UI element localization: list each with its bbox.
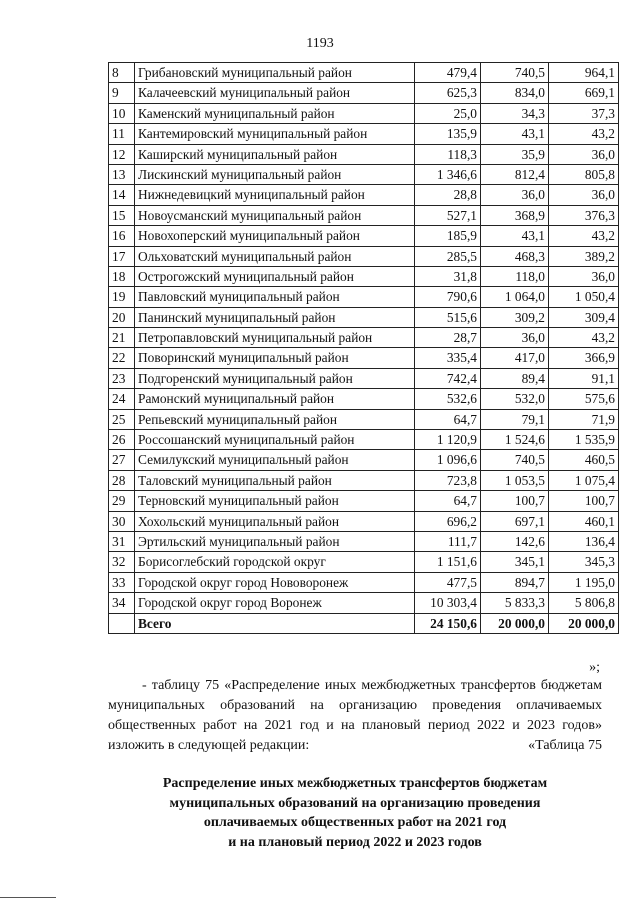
- row-number: 15: [109, 205, 135, 225]
- municipality-name: Панинский муниципальный район: [135, 307, 415, 327]
- value-2022: 34,3: [481, 103, 549, 123]
- table-row: [109, 307, 619, 327]
- row-number: 20: [109, 307, 135, 327]
- value-2023: 964,1: [549, 63, 619, 83]
- value-2022: 1 064,0: [481, 287, 549, 307]
- value-2021: 64,7: [415, 491, 481, 511]
- value-2021: 111,7: [415, 531, 481, 551]
- value-2021: 135,9: [415, 124, 481, 144]
- row-number: 32: [109, 552, 135, 572]
- value-2022: 36,0: [481, 328, 549, 348]
- row-number: 29: [109, 491, 135, 511]
- section-title: [100, 774, 610, 852]
- municipality-name: Городской округ город Нововоронеж: [135, 572, 415, 592]
- value-2021: 790,6: [415, 287, 481, 307]
- table-row: [109, 164, 619, 184]
- value-2023: 1 050,4: [549, 287, 619, 307]
- table-row: [109, 572, 619, 592]
- value-2023: 37,3: [549, 103, 619, 123]
- table-row: [109, 389, 619, 409]
- municipality-name: Новоусманский муниципальный район: [135, 205, 415, 225]
- row-number: 10: [109, 103, 135, 123]
- row-number: 16: [109, 226, 135, 246]
- value-2023: 5 806,8: [549, 593, 619, 613]
- municipality-name: Репьевский муниципальный район: [135, 409, 415, 429]
- value-2021: 527,1: [415, 205, 481, 225]
- municipality-name: Семилукский муниципальный район: [135, 450, 415, 470]
- value-2022: 43,1: [481, 226, 549, 246]
- section-title-line: Распределение иных межбюджетных трансфертов бюджетам: [162, 776, 548, 791]
- value-2021: 118,3: [415, 144, 481, 164]
- municipality-name: Борисоглебский городской округ: [135, 552, 415, 572]
- value-2022: 35,9: [481, 144, 549, 164]
- value-2023: 460,1: [549, 511, 619, 531]
- municipality-name: Россошанский муниципальный район: [135, 430, 415, 450]
- value-2023: 100,7: [549, 491, 619, 511]
- table-row: [109, 409, 619, 429]
- row-number: 33: [109, 572, 135, 592]
- value-2022: 5 833,3: [481, 593, 549, 613]
- value-2023: 805,8: [549, 164, 619, 184]
- row-number: 11: [109, 124, 135, 144]
- table-row: [109, 531, 619, 551]
- section-title-line: оплачиваемых общественных работ на 2021 год: [203, 815, 507, 830]
- table-row: [109, 368, 619, 388]
- municipality-name: Городской округ город Воронеж: [135, 593, 415, 613]
- row-number: 21: [109, 328, 135, 348]
- municipality-name: Грибановский муниципальный район: [135, 63, 415, 83]
- value-2023: 389,2: [549, 246, 619, 266]
- table-row: [109, 205, 619, 225]
- row-number: 27: [109, 450, 135, 470]
- municipality-name: Таловский муниципальный район: [135, 470, 415, 490]
- value-2021: 532,6: [415, 389, 481, 409]
- value-2021: 1 120,9: [415, 430, 481, 450]
- municipality-name: Подгоренский муниципальный район: [135, 368, 415, 388]
- municipality-name: Эртильский муниципальный район: [135, 531, 415, 551]
- value-2022: 20 000,0: [481, 613, 549, 633]
- value-2021: 64,7: [415, 409, 481, 429]
- value-2022: 345,1: [481, 552, 549, 572]
- value-2022: 812,4: [481, 164, 549, 184]
- row-number: 12: [109, 144, 135, 164]
- value-2023: 309,4: [549, 307, 619, 327]
- table-row: [109, 511, 619, 531]
- municipality-name: Нижнедевицкий муниципальный район: [135, 185, 415, 205]
- municipality-name: Хохольский муниципальный район: [135, 511, 415, 531]
- table-row: [109, 328, 619, 348]
- value-2021: 723,8: [415, 470, 481, 490]
- municipality-name: Острогожский муниципальный район: [135, 266, 415, 286]
- table-row: [109, 103, 619, 123]
- value-2022: 368,9: [481, 205, 549, 225]
- row-number: 18: [109, 266, 135, 286]
- table-row: [109, 63, 619, 83]
- row-number: [109, 613, 135, 633]
- row-number: 23: [109, 368, 135, 388]
- table-row: [109, 491, 619, 511]
- table-row: [109, 144, 619, 164]
- value-2023: 36,0: [549, 144, 619, 164]
- value-2021: 25,0: [415, 103, 481, 123]
- table-row: [109, 124, 619, 144]
- row-number: 30: [109, 511, 135, 531]
- municipality-name: Лискинский муниципальный район: [135, 164, 415, 184]
- value-2023: 1 075,4: [549, 470, 619, 490]
- value-2021: 515,6: [415, 307, 481, 327]
- table-row: [109, 593, 619, 613]
- value-2022: 36,0: [481, 185, 549, 205]
- value-2022: 1 053,5: [481, 470, 549, 490]
- closing-quote: »;: [589, 660, 600, 675]
- value-2022: 740,5: [481, 63, 549, 83]
- value-2022: 43,1: [481, 124, 549, 144]
- value-2023: 36,0: [549, 185, 619, 205]
- row-number: 14: [109, 185, 135, 205]
- value-2023: 20 000,0: [549, 613, 619, 633]
- municipality-name: Павловский муниципальный район: [135, 287, 415, 307]
- value-2022: 532,0: [481, 389, 549, 409]
- municipality-name: Кантемировский муниципальный район: [135, 124, 415, 144]
- value-2023: 460,5: [549, 450, 619, 470]
- value-2021: 696,2: [415, 511, 481, 531]
- row-number: 28: [109, 470, 135, 490]
- municipality-name: Ольховатский муниципальный район: [135, 246, 415, 266]
- value-2023: 376,3: [549, 205, 619, 225]
- municipality-name: Новохоперский муниципальный район: [135, 226, 415, 246]
- value-2021: 1 151,6: [415, 552, 481, 572]
- value-2021: 335,4: [415, 348, 481, 368]
- row-number: 22: [109, 348, 135, 368]
- value-2022: 118,0: [481, 266, 549, 286]
- row-number: 26: [109, 430, 135, 450]
- table-row: [109, 470, 619, 490]
- value-2023: 136,4: [549, 531, 619, 551]
- row-number: 17: [109, 246, 135, 266]
- value-2023: 43,2: [549, 124, 619, 144]
- row-number: 31: [109, 531, 135, 551]
- row-number: 9: [109, 83, 135, 103]
- value-2022: 309,2: [481, 307, 549, 327]
- value-2021: 742,4: [415, 368, 481, 388]
- table-body: [109, 63, 619, 634]
- value-2022: 417,0: [481, 348, 549, 368]
- value-2021: 28,8: [415, 185, 481, 205]
- value-2023: 669,1: [549, 83, 619, 103]
- value-2023: 1 535,9: [549, 430, 619, 450]
- municipality-name: Петропавловский муниципальный район: [135, 328, 415, 348]
- value-2022: 468,3: [481, 246, 549, 266]
- value-2022: 1 524,6: [481, 430, 549, 450]
- value-2023: 43,2: [549, 226, 619, 246]
- next-table-caption: «Таблица 75: [528, 738, 602, 753]
- table-row: [109, 348, 619, 368]
- value-2023: 366,9: [549, 348, 619, 368]
- row-number: 8: [109, 63, 135, 83]
- value-2023: 345,3: [549, 552, 619, 572]
- value-2023: 1 195,0: [549, 572, 619, 592]
- value-2022: 697,1: [481, 511, 549, 531]
- total-row: [109, 613, 619, 633]
- value-2021: 28,7: [415, 328, 481, 348]
- value-2021: 10 303,4: [415, 593, 481, 613]
- value-2023: 36,0: [549, 266, 619, 286]
- value-2021: 477,5: [415, 572, 481, 592]
- municipality-name: Каширский муниципальный район: [135, 144, 415, 164]
- row-number: 13: [109, 164, 135, 184]
- value-2023: 71,9: [549, 409, 619, 429]
- value-2021: 24 150,6: [415, 613, 481, 633]
- municipality-name: Терновский муниципальный район: [135, 491, 415, 511]
- table-row: [109, 185, 619, 205]
- municipality-name: Поворинский муниципальный район: [135, 348, 415, 368]
- table-row: [109, 450, 619, 470]
- value-2021: 1 096,6: [415, 450, 481, 470]
- table-row: [109, 430, 619, 450]
- municipality-name: Рамонский муниципальный район: [135, 389, 415, 409]
- value-2021: 285,5: [415, 246, 481, 266]
- value-2022: 740,5: [481, 450, 549, 470]
- value-2022: 100,7: [481, 491, 549, 511]
- value-2022: 89,4: [481, 368, 549, 388]
- page-number: 1193: [306, 36, 334, 51]
- value-2022: 834,0: [481, 83, 549, 103]
- value-2021: 185,9: [415, 226, 481, 246]
- value-2021: 625,3: [415, 83, 481, 103]
- table-row: [109, 83, 619, 103]
- municipality-name: Калачеевский муниципальный район: [135, 83, 415, 103]
- footer-rule: [0, 897, 56, 898]
- row-number: 25: [109, 409, 135, 429]
- value-2022: 142,6: [481, 531, 549, 551]
- value-2021: 1 346,6: [415, 164, 481, 184]
- value-2023: 43,2: [549, 328, 619, 348]
- value-2021: 479,4: [415, 63, 481, 83]
- value-2022: 79,1: [481, 409, 549, 429]
- section-title-line: и на плановый период 2022 и 2023 годов: [228, 834, 482, 850]
- value-2023: 91,1: [549, 368, 619, 388]
- table-row: [109, 287, 619, 307]
- amendment-paragraph: - таблицу 75 «Распределение иных межбюджетных трансфертов бюджетам муниципальных образований на организацию проведения оплачиваемых общественных работ на 2021 год и на плановый период 2022 и 2023 годов» изложить в следующей редакции:: [108, 678, 602, 753]
- row-number: 34: [109, 593, 135, 613]
- row-number: 19: [109, 287, 135, 307]
- section-title-line: муниципальных образований на организацию проведения: [169, 795, 541, 811]
- table-row: [109, 226, 619, 246]
- municipality-name: Каменский муниципальный район: [135, 103, 415, 123]
- value-2023: 575,6: [549, 389, 619, 409]
- transfers-table: [108, 62, 619, 634]
- value-2021: 31,8: [415, 266, 481, 286]
- municipality-name: Всего: [135, 613, 415, 633]
- table-row: [109, 552, 619, 572]
- table-row: [109, 246, 619, 266]
- value-2022: 894,7: [481, 572, 549, 592]
- row-number: 24: [109, 389, 135, 409]
- table-row: [109, 266, 619, 286]
